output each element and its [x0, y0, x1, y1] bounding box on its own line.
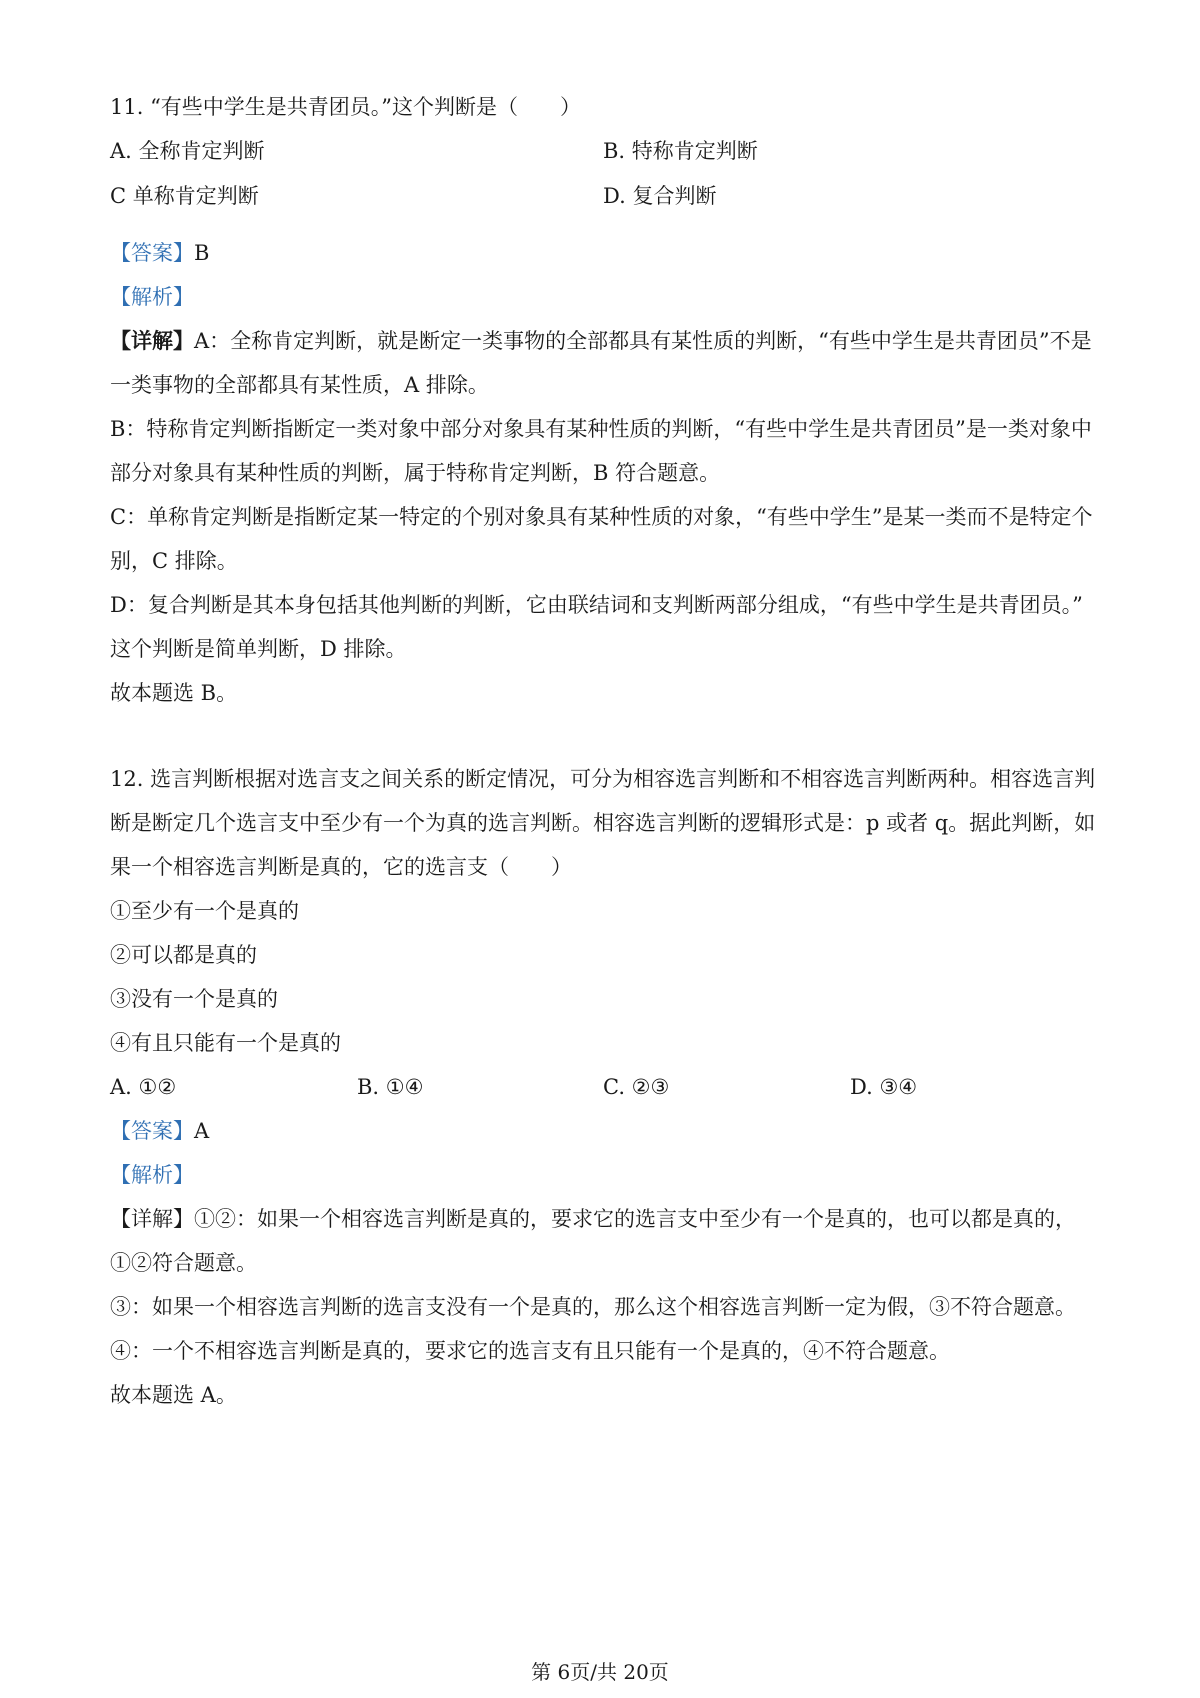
q11-answer-line — [110, 238, 209, 268]
q12-item-3: ③没有一个是真的 — [110, 987, 278, 1011]
q11-analysis-tag: 【解析】 — [110, 285, 194, 309]
q11-detail-line-7: D：复合判断是其本身包括其他判断的判断，它由联结词和支判断两部分组成，“有些中学生是共青团员。” — [110, 593, 1083, 617]
q11-detail-tag: 【详解】 — [110, 328, 194, 353]
question-11-stem: 11. “有些中学生是共青团员。”这个判断是（ ） — [110, 95, 582, 119]
q11-option-a: A. 全称肯定判断 — [110, 139, 265, 163]
q12-item-1: ①至少有一个是真的 — [110, 899, 299, 923]
q12-detail-text-1: ①②：如果一个相容选言判断是真的，要求它的选言支中至少有一个是真的，也可以都是真的， — [194, 1207, 1076, 1231]
q11-answer-value: B — [194, 241, 210, 265]
q12-option-d: D. ③④ — [850, 1075, 918, 1099]
q11-option-b: B. 特称肯定判断 — [603, 139, 758, 163]
q12-analysis-tag: 【解析】 — [110, 1163, 194, 1187]
q12-option-a: A. ①② — [110, 1075, 177, 1099]
q12-answer-value: A — [194, 1119, 210, 1143]
q11-detail-line-2: 一类事物的全部都具有某性质，A 排除。 — [110, 373, 489, 397]
q12-answer-tag: 【答案】 — [110, 1119, 194, 1143]
q11-answer-tag: 【答案】 — [110, 241, 194, 265]
q11-option-d: D. 复合判断 — [603, 184, 717, 208]
q11-detail-line-8: 这个判断是简单判断，D 排除。 — [110, 637, 407, 661]
q11-detail-line-1 — [110, 326, 1092, 356]
q12-detail-line-1 — [110, 1204, 1076, 1234]
q12-item-4: ④有且只能有一个是真的 — [110, 1031, 341, 1055]
q12-option-c: C. ②③ — [603, 1075, 670, 1099]
q11-conclusion: 故本题选 B。 — [110, 681, 238, 705]
question-12-stem-3: 果一个相容选言判断是真的，它的选言支（ ） — [110, 855, 572, 879]
q12-option-b: B. ①④ — [357, 1075, 424, 1099]
q12-answer-line — [110, 1116, 209, 1146]
q12-conclusion: 故本题选 A。 — [110, 1383, 237, 1407]
q11-detail-line-5: C：单称肯定判断是指断定某一特定的个别对象具有某种性质的对象，“有些中学生”是某一类而不是特定个 — [110, 505, 1093, 529]
q11-detail-line-4: 部分对象具有某种性质的判断，属于特称肯定判断，B 符合题意。 — [110, 461, 721, 485]
q12-item-2: ②可以都是真的 — [110, 943, 257, 967]
question-12-stem-1: 12. 选言判断根据对选言支之间关系的断定情况，可分为相容选言判断和不相容选言判断两种。相容选言判 — [110, 767, 1096, 791]
q11-detail-line-3: B：特称肯定判断指断定一类对象中部分对象具有某种性质的判断，“有些中学生是共青团员”是一类对象中 — [110, 417, 1092, 441]
q12-detail-tag: 【详解】 — [110, 1207, 194, 1231]
q11-option-c: C 单称肯定判断 — [110, 184, 259, 208]
q12-detail-line-4: ④：一个不相容选言判断是真的，要求它的选言支有且只能有一个是真的，④不符合题意。 — [110, 1339, 950, 1363]
page-number: 第 6页/共 20页 — [531, 1660, 669, 1684]
q12-detail-line-3: ③：如果一个相容选言判断的选言支没有一个是真的，那么这个相容选言判断一定为假，③不符合题意。 — [110, 1295, 1076, 1319]
q12-detail-line-2: ①②符合题意。 — [110, 1251, 257, 1275]
q11-detail-line-6: 别，C 排除。 — [110, 549, 238, 573]
q11-detail-text-1: A：全称肯定判断，就是断定一类事物的全部都具有某性质的判断，“有些中学生是共青团员”不是 — [194, 329, 1092, 353]
question-12-stem-2: 断是断定几个选言支中至少有一个为真的选言判断。相容选言判断的逻辑形式是：p 或者 q。据此判断，如 — [110, 811, 1096, 835]
